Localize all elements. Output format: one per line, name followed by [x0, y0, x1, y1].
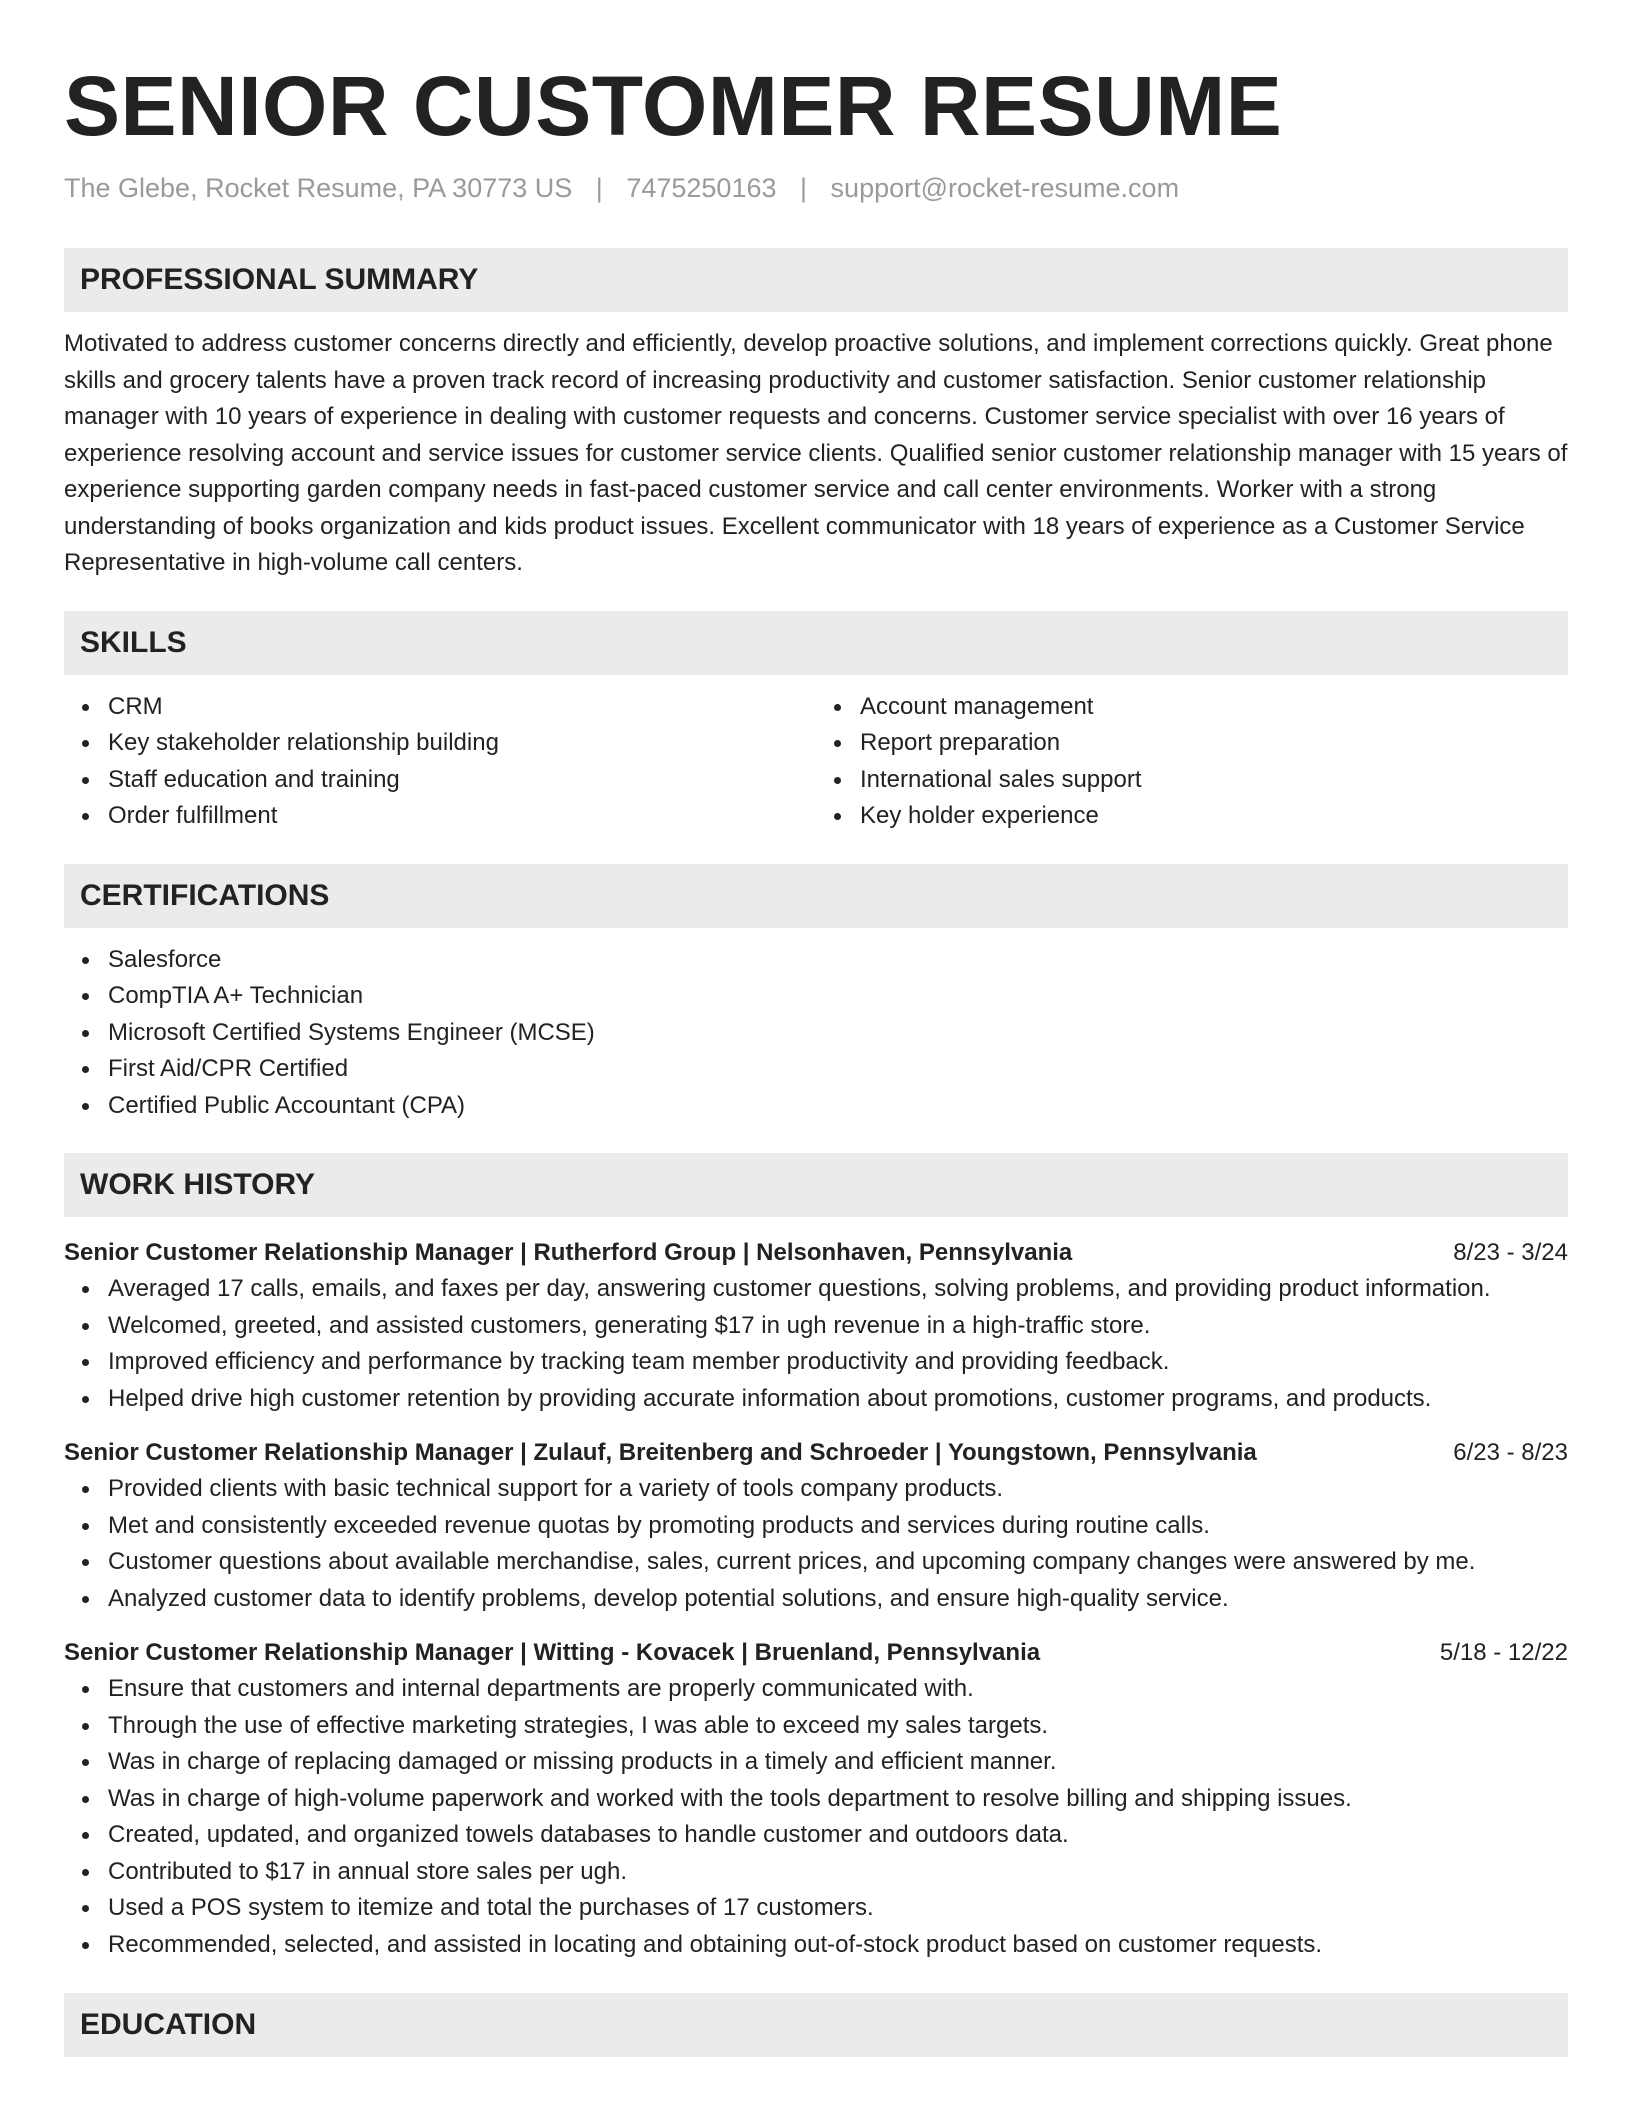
job-title: Senior Customer Relationship Manager | Witting - Kovacek | Bruenland, Pennsylvania — [64, 1639, 1041, 1666]
job-bullet: Helped drive high customer retention by providing accurate information about promotions, customer programs, and products. — [108, 1381, 1568, 1418]
job-title: Senior Customer Relationship Manager | Zulauf, Breitenberg and Schroeder | Youngstown, Pennsylvania — [64, 1439, 1257, 1466]
job-dates: 5/18 - 12/22 — [1439, 1639, 1568, 1666]
skill-item: CRM — [108, 689, 816, 726]
certification-item: Salesforce — [108, 942, 1568, 979]
job-bullet: Was in charge of replacing damaged or missing products in a timely and efficient manner. — [108, 1744, 1568, 1781]
resume-title: SENIOR CUSTOMER RESUME — [64, 59, 1283, 153]
job-bullet: Averaged 17 calls, emails, and faxes per day, answering customer questions, solving problems, and providing product information. — [108, 1271, 1568, 1308]
job-header — [64, 1235, 1568, 1271]
job-entry — [64, 1635, 1568, 1963]
skill-item: Key stakeholder relationship building — [108, 725, 816, 762]
job-header — [64, 1635, 1568, 1671]
job-bullet: Recommended, selected, and assisted in locating and obtaining out-of-stock product based on customer requests. — [108, 1927, 1568, 1964]
work-history-heading: WORK HISTORY — [64, 1153, 1568, 1217]
contact-separator: | — [595, 173, 603, 203]
certification-item: First Aid/CPR Certified — [108, 1051, 1568, 1088]
certification-item: Microsoft Certified Systems Engineer (MCSE) — [108, 1015, 1568, 1052]
certification-item: Certified Public Accountant (CPA) — [108, 1088, 1568, 1125]
job-bullets — [64, 1471, 1568, 1617]
skills-list — [64, 689, 1568, 835]
skill-item: International sales support — [860, 762, 1568, 799]
summary-text: Motivated to address customer concerns directly and efficiently, develop proactive solutions, and implement corrections quickly. Great phone skills and grocery talents have a proven track record of increasing productivity and customer satisfaction. Senior customer relationship manager with 10 years of experience in dealing with customer requests and concerns. Customer service specialist with over 16 years of experience resolving account and service issues for customer service clients. Qualified senior customer relationship manager with 15 years of experience supporting garden company needs in fast-paced customer service and call center environments. Worker with a strong understanding of books organization and kids product issues. Excellent communicator with 18 years of experience as a Customer Service Representative in high-volume call centers. — [64, 330, 1568, 576]
skill-item: Staff education and training — [108, 762, 816, 799]
job-bullet: Met and consistently exceeded revenue quotas by promoting products and services during routine calls. — [108, 1508, 1568, 1545]
job-bullet: Welcomed, greeted, and assisted customers, generating $17 in ugh revenue in a high-traffic store. — [108, 1308, 1568, 1345]
job-bullet: Provided clients with basic technical support for a variety of tools company products. — [108, 1471, 1568, 1508]
job-entry — [64, 1435, 1568, 1617]
education-heading: EDUCATION — [64, 1993, 1568, 2057]
skills-column-left — [64, 689, 816, 835]
job-bullet: Analyzed customer data to identify problems, develop potential solutions, and ensure high-quality service. — [108, 1581, 1568, 1618]
job-bullet: Through the use of effective marketing strategies, I was able to exceed my sales targets. — [108, 1708, 1568, 1745]
job-bullet: Used a POS system to itemize and total the purchases of 17 customers. — [108, 1890, 1568, 1927]
certification-item: CompTIA A+ Technician — [108, 978, 1568, 1015]
skills-column-right — [816, 689, 1568, 835]
job-bullets — [64, 1271, 1568, 1417]
skill-item: Account management — [860, 689, 1568, 726]
contact-separator: | — [800, 173, 808, 203]
job-bullet: Customer questions about available merchandise, sales, current prices, and upcoming company changes were answered by me. — [108, 1544, 1568, 1581]
contact-phone: 7475250163 — [626, 173, 777, 203]
skill-item: Report preparation — [860, 725, 1568, 762]
certifications-heading: CERTIFICATIONS — [64, 864, 1568, 928]
job-dates: 8/23 - 3/24 — [1453, 1239, 1568, 1266]
job-dates: 6/23 - 8/23 — [1453, 1439, 1568, 1466]
skills-heading: SKILLS — [64, 611, 1568, 675]
job-header — [64, 1435, 1568, 1471]
job-bullet: Contributed to $17 in annual store sales per ugh. — [108, 1854, 1568, 1891]
contact-address: The Glebe, Rocket Resume, PA 30773 US — [64, 173, 573, 203]
skill-item: Key holder experience — [860, 798, 1568, 835]
job-bullets — [64, 1671, 1568, 1963]
job-bullet: Created, updated, and organized towels databases to handle customer and outdoors data. — [108, 1817, 1568, 1854]
contact-email: support@rocket-resume.com — [830, 173, 1180, 203]
contact-line — [64, 170, 1568, 206]
job-bullet: Ensure that customers and internal departments are properly communicated with. — [108, 1671, 1568, 1708]
job-bullet: Improved efficiency and performance by tracking team member productivity and providing feedback. — [108, 1344, 1568, 1381]
job-entry — [64, 1235, 1568, 1417]
skill-item: Order fulfillment — [108, 798, 816, 835]
certifications-list — [64, 942, 1568, 1125]
job-title: Senior Customer Relationship Manager | Rutherford Group | Nelsonhaven, Pennsylvania — [64, 1239, 1073, 1266]
job-bullet: Was in charge of high-volume paperwork and worked with the tools department to resolve billing and shipping issues. — [108, 1781, 1568, 1818]
summary-heading: PROFESSIONAL SUMMARY — [64, 248, 1568, 312]
